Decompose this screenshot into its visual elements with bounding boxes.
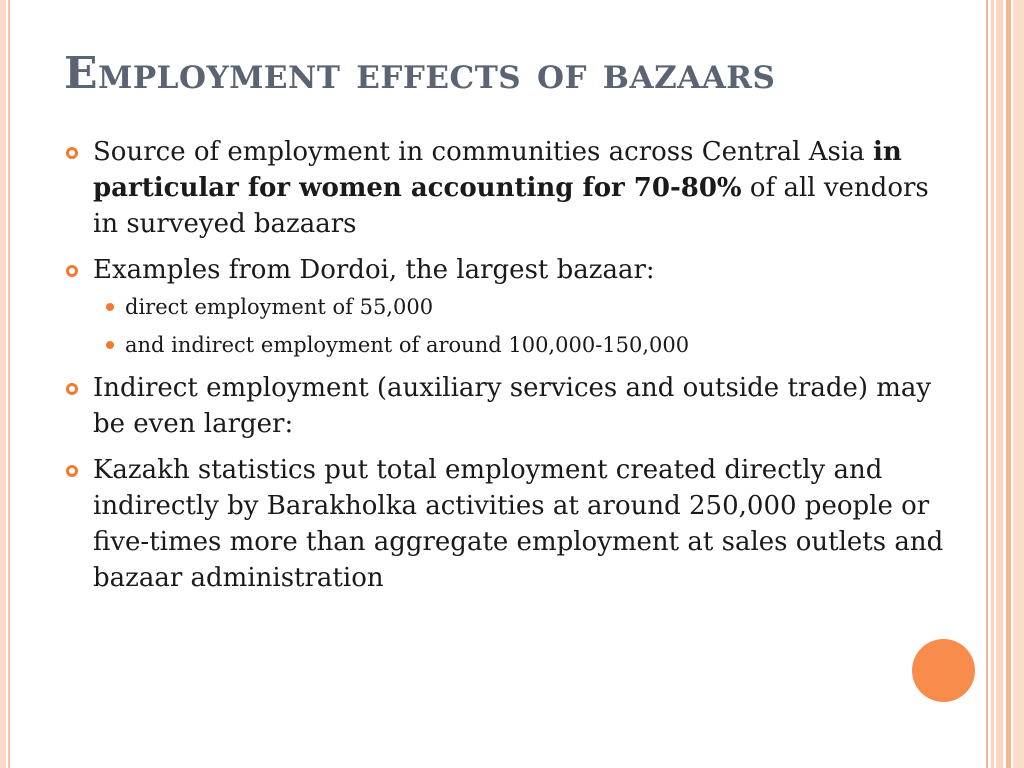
right-stripe-3 xyxy=(996,0,1003,768)
bullet-item xyxy=(64,252,944,360)
bullet-text: of all vendors in surveyed bazaars xyxy=(93,173,929,239)
ring-bullet-icon xyxy=(66,147,78,159)
bullet-text: Examples from Dordoi, the largest bazaar: xyxy=(93,255,655,285)
ring-bullet-icon xyxy=(66,383,78,395)
right-stripe-4 xyxy=(1006,0,1011,768)
dot-bullet-icon xyxy=(106,303,114,311)
bullet-list xyxy=(64,134,944,606)
sub-bullet-text: and indirect employment of around 100,000-150,000 xyxy=(125,333,690,357)
left-border xyxy=(0,0,6,768)
bullet-item xyxy=(64,134,944,242)
bullet-text: Kazakh statistics put total employment created directly and indirectly by Barakholka activities at around 250,000 people or five-times more than aggregate employment at sales outlets and bazaar administration xyxy=(93,455,944,593)
sub-bullet-item xyxy=(105,330,944,360)
right-stripe-1 xyxy=(986,0,988,768)
right-stripe-2 xyxy=(991,0,994,768)
sub-bullet-item xyxy=(105,292,944,322)
slide-title: Employment effects of bazaars xyxy=(64,48,776,99)
decorative-circle xyxy=(912,639,975,702)
sub-bullet-text: direct employment of 55,000 xyxy=(125,295,434,319)
sub-bullet-list xyxy=(93,292,944,360)
left-border-line xyxy=(8,0,10,768)
bullet-bold-text: in particular for women accounting for 70-80% xyxy=(93,137,902,203)
ring-bullet-icon xyxy=(66,265,78,277)
dot-bullet-icon xyxy=(106,341,114,349)
right-stripe-5 xyxy=(1013,0,1024,768)
bullet-text: Source of employment in communities across Central Asia xyxy=(93,137,873,167)
bullet-item xyxy=(64,370,944,442)
ring-bullet-icon xyxy=(66,465,78,477)
bullet-item xyxy=(64,452,944,596)
bullet-text: Indirect employment (auxiliary services and outside trade) may be even larger: xyxy=(93,373,932,439)
